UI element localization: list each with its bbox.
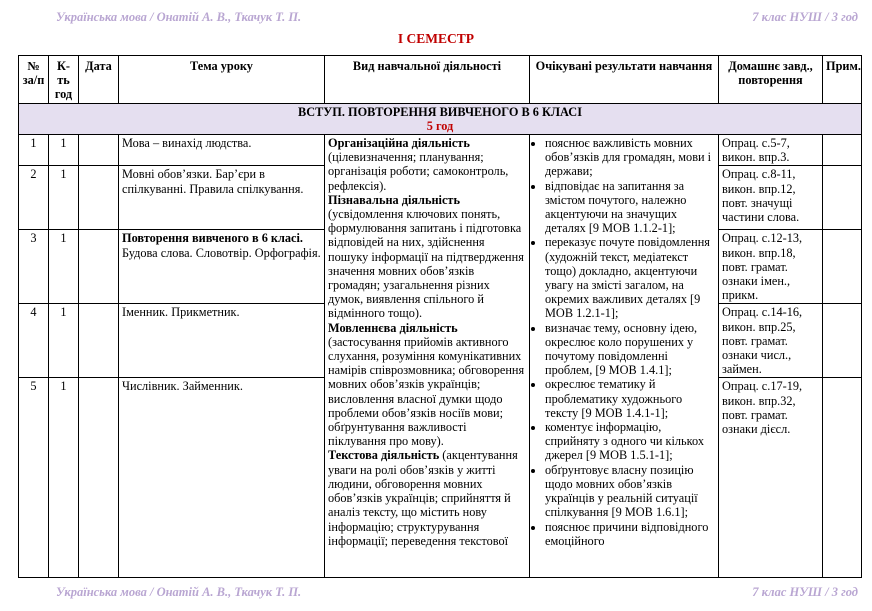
result-item: • обґрунтовує власну позицію щодо мовних обов’язків українців у реальній ситуації спілкування [9 МОВ 1.6.1]; xyxy=(545,463,715,520)
row-homework: Опрац. с.8-11, викон. впр.12, повт. значущі частини слова. xyxy=(719,166,823,230)
row-hours: 1 xyxy=(49,304,79,378)
page-footer xyxy=(56,585,858,601)
col-header-results: Очікувані результати навчання xyxy=(530,56,719,104)
row-date xyxy=(79,135,119,166)
row-topic-text: Будова слова. Словотвір. Орфографія. xyxy=(122,245,321,260)
header-left: Українська мова / Онатій А. В., Ткачук Т. П. xyxy=(56,10,302,24)
page-header xyxy=(56,10,858,26)
row-topic: Числівник. Займенник. xyxy=(119,378,325,578)
row-num: 2 xyxy=(19,166,49,230)
row-hours: 1 xyxy=(49,230,79,304)
row-topic xyxy=(119,230,325,304)
row-topic: Іменник. Прикметник. xyxy=(119,304,325,378)
row-notes xyxy=(823,304,862,378)
activity-text-title: Текстова діяльність xyxy=(328,448,440,463)
row-homework: Опрац. с.17-19, викон. впр.32, повт. грамат. ознаки дієсл. xyxy=(719,378,823,578)
row-notes xyxy=(823,378,862,578)
activity-org-text: (цілевизначення; планування; організація роботи; самоконтроль, рефлексія). xyxy=(328,150,509,193)
results-cell xyxy=(530,135,719,578)
col-header-homework: Домашнє завд., повторення xyxy=(719,56,823,104)
row-topic: Мова – винахід людства. xyxy=(119,135,325,166)
section-cell xyxy=(19,103,862,134)
activity-speech-text: (застосування прийомів активного слухання, розуміння комунікативних намірів співрозмовника; обговорення мовних обов’язків українців; висловлення власної думки щодо проблеми обов’язків носіїв мови; обґрунтування важливості піклування про мову). xyxy=(328,334,525,449)
row-hours: 1 xyxy=(49,135,79,166)
row-hours: 1 xyxy=(49,166,79,230)
result-item: • переказує почуте повідомлення (художній текст, медіатекст тощо) докладно, акцентуючи увагу на змісті загалом, на окремих важливих деталях [9 МОВ 1.2.1-1]; xyxy=(545,235,715,320)
row-notes xyxy=(823,230,862,304)
section-row xyxy=(19,103,862,134)
col-header-topic: Тема уроку xyxy=(119,56,325,104)
row-topic: Мовні обов’язки. Бар’єри в спілкуванні. Правила спілкування. xyxy=(119,166,325,230)
activity-text-text: (акцентування уваги на ролі обов’язків у житті людини, обговорення мовних обов’язків українців; сприйняття й аналіз тексту, що містить нову інформацію; структурування інформації; переведення текстової xyxy=(328,448,518,548)
results-list xyxy=(533,136,715,548)
activity-speech-title: Мовленнєва діяльність xyxy=(328,320,458,335)
result-item: • відповідає на запитання за змістом почутого, належно акцентуючи на значущих деталях [9 МОВ 1.1.2-1]; xyxy=(545,179,715,236)
col-header-date: Дата xyxy=(79,56,119,104)
lesson-plan-table xyxy=(18,55,862,578)
row-notes xyxy=(823,135,862,166)
result-item: • пояснює важливість мовних обов’язків для громадян, мови і держави; xyxy=(545,136,715,179)
semester-title: І СЕМЕСТР xyxy=(397,31,475,46)
col-header-hours: К-ть год xyxy=(49,56,79,104)
col-header-activity: Вид навчальної діяльності xyxy=(325,56,530,104)
row-num: 5 xyxy=(19,378,49,578)
row-date xyxy=(79,304,119,378)
row-homework: Опрац. с.5-7, викон. впр.3. xyxy=(719,135,823,166)
result-item: • окреслює тематику й проблематику художнього тексту [9 МОВ 1.4.1-1]; xyxy=(545,377,715,420)
row-hours: 1 xyxy=(49,378,79,578)
table-header-row xyxy=(19,56,862,104)
header-right: 7 клас НУШ / 3 год xyxy=(752,10,858,24)
row-date xyxy=(79,166,119,230)
result-item: • визначає тему, основну ідею, окреслює коло порушених у почутому повідомленні проблем, [9 МОВ 1.4.1]; xyxy=(545,321,715,378)
row-date xyxy=(79,378,119,578)
row-notes xyxy=(823,166,862,230)
col-header-num: № за/п xyxy=(19,56,49,104)
table-row xyxy=(19,135,862,166)
result-item: • пояснює причини відповідного емоційного xyxy=(545,520,715,548)
footer-right: 7 клас НУШ / 3 год xyxy=(752,585,858,599)
row-date xyxy=(79,230,119,304)
section-title: ВСТУП. ПОВТОРЕННЯ ВИВЧЕНОГО В 6 КЛАСІ xyxy=(298,104,582,119)
activity-cog-text: (усвідомлення ключових понять, формулювання запитань і підготовка відповідей на них, здійснення пошуку інформації на підтвердження значення мовних обов’язків громадян; узагальнення різних думок, виявлення спільного й відмінного тощо). xyxy=(328,207,524,321)
col-header-notes: Прим. xyxy=(823,56,862,104)
row-topic-bold: Повторення вивченого в 6 класі. xyxy=(122,231,304,246)
activity-cell xyxy=(325,135,530,578)
row-num: 3 xyxy=(19,230,49,304)
activity-org-title: Організаційна діяльність xyxy=(328,136,470,151)
section-hours: 5 год xyxy=(426,118,454,133)
row-num: 1 xyxy=(19,135,49,166)
footer-left: Українська мова / Онатій А. В., Ткачук Т. П. xyxy=(56,585,302,599)
row-homework: Опрац. с.12-13, викон. впр.18, повт. грамат. ознаки імен., прикм. xyxy=(719,230,823,304)
activity-cog-title: Пізнавальна діяльність xyxy=(328,192,460,207)
row-num: 4 xyxy=(19,304,49,378)
result-item: • коментує інформацію, сприйняту з одного чи кількох джерел [9 МОВ 1.5.1-1]; xyxy=(545,420,715,463)
row-homework: Опрац. с.14-16, викон. впр.25, повт. грамат. ознаки числ., займен. xyxy=(719,304,823,378)
